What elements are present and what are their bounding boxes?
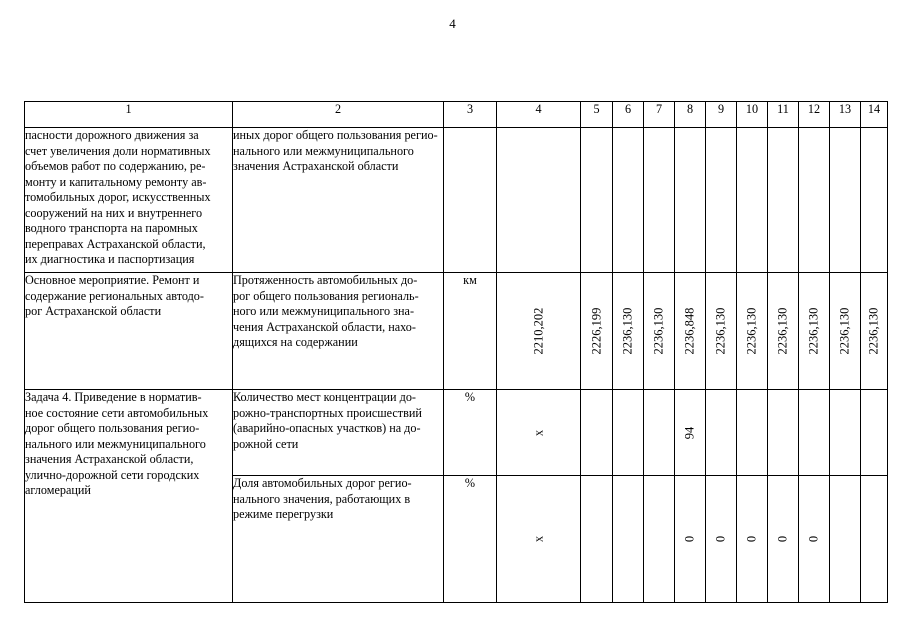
cell-line: Задача 4. Приведение в норматив- bbox=[25, 390, 202, 404]
value-cell bbox=[737, 273, 768, 390]
table-row bbox=[25, 390, 888, 476]
value-text: 2236,130 bbox=[651, 307, 666, 355]
header-cell: 4 bbox=[497, 102, 581, 128]
value-cell bbox=[706, 476, 737, 603]
value-cell bbox=[581, 128, 613, 273]
value-text: 2236,130 bbox=[620, 307, 635, 355]
value-cell bbox=[830, 273, 861, 390]
cell-line: рог общего пользования региональ- bbox=[233, 288, 419, 303]
header-cell: 12 bbox=[799, 102, 830, 128]
goal-cell bbox=[25, 128, 233, 273]
cell-line: улично-дорожной сети городских bbox=[25, 467, 200, 482]
indicator-cell bbox=[233, 128, 444, 273]
value-text: 2236,130 bbox=[775, 307, 790, 355]
value-text: 0 bbox=[682, 535, 697, 543]
cell-line: чения Астраханской области, нахо- bbox=[233, 319, 416, 334]
value-cell bbox=[737, 390, 768, 476]
cell-line: Основное мероприятие. Ремонт и bbox=[25, 273, 200, 287]
cell-line: их диагностика и паспортизация bbox=[25, 252, 195, 266]
value-cell bbox=[497, 390, 581, 476]
value-cell bbox=[861, 476, 888, 603]
header-cell: 14 bbox=[861, 102, 888, 128]
cell-line: агломераций bbox=[25, 483, 91, 497]
value-text: 0 bbox=[806, 535, 821, 543]
table-row bbox=[25, 128, 888, 273]
value-text: 2226,199 bbox=[588, 307, 603, 355]
value-text: x bbox=[530, 429, 545, 436]
cell-line: объемов работ по содержанию, ре- bbox=[25, 159, 206, 173]
unit-cell: % bbox=[444, 476, 497, 603]
value-text: 0 bbox=[775, 535, 790, 543]
value-text: 2210,202 bbox=[530, 307, 545, 355]
value-cell bbox=[675, 476, 706, 603]
cell-line: ное состояние сети автомобильных bbox=[25, 405, 209, 420]
value-cell bbox=[644, 273, 675, 390]
header-cell: 13 bbox=[830, 102, 861, 128]
cell-line: Количество мест концентрации до- bbox=[233, 390, 416, 404]
cell-line: пасности дорожного движения за bbox=[25, 128, 199, 142]
indicator-table bbox=[24, 101, 888, 603]
value-cell bbox=[675, 390, 706, 476]
header-cell: 7 bbox=[644, 102, 675, 128]
value-cell bbox=[861, 390, 888, 476]
value-cell bbox=[737, 128, 768, 273]
cell-line: рожно-транспортных происшествий bbox=[233, 405, 422, 420]
unit-cell: км bbox=[444, 273, 497, 390]
value-text: 2236,130 bbox=[806, 307, 821, 355]
cell-line: Протяженность автомобильных до- bbox=[233, 273, 418, 287]
unit-cell: % bbox=[444, 390, 497, 476]
cell-line: переправах Астраханской области, bbox=[25, 236, 206, 251]
cell-line: водного транспорта на паромных bbox=[25, 221, 198, 235]
header-cell: 2 bbox=[233, 102, 444, 128]
value-cell bbox=[799, 476, 830, 603]
value-cell bbox=[768, 476, 799, 603]
value-cell bbox=[613, 476, 644, 603]
value-cell bbox=[830, 476, 861, 603]
value-cell bbox=[613, 390, 644, 476]
value-text: x bbox=[530, 535, 545, 543]
cell-line: рог Астраханской области bbox=[25, 304, 162, 318]
indicator-cell bbox=[233, 476, 444, 603]
value-cell bbox=[706, 273, 737, 390]
page-number: 4 bbox=[449, 16, 456, 31]
value-cell bbox=[613, 128, 644, 273]
cell-line: иных дорог общего пользования регио- bbox=[233, 128, 438, 142]
cell-line: Доля автомобильных дорог регио- bbox=[233, 476, 412, 490]
cell-line: режиме перегрузки bbox=[233, 507, 334, 521]
header-row bbox=[25, 102, 888, 128]
table-row bbox=[25, 273, 888, 390]
header-cell: 1 bbox=[25, 102, 233, 128]
value-text: 2236,848 bbox=[682, 307, 697, 355]
header-cell: 10 bbox=[737, 102, 768, 128]
cell-line: нального или межмуниципального bbox=[25, 436, 206, 451]
value-cell bbox=[675, 128, 706, 273]
cell-line: дорог общего пользования регио- bbox=[25, 421, 200, 435]
value-cell bbox=[581, 390, 613, 476]
value-cell bbox=[497, 476, 581, 603]
value-text: 2236,130 bbox=[713, 307, 728, 355]
value-cell bbox=[613, 273, 644, 390]
value-cell bbox=[830, 128, 861, 273]
value-text: 2236,130 bbox=[837, 307, 852, 355]
value-cell bbox=[581, 273, 613, 390]
value-cell bbox=[675, 273, 706, 390]
cell-line: сооружений на них и внутреннего bbox=[25, 205, 203, 220]
value-cell bbox=[706, 128, 737, 273]
cell-line: счет увеличения доли нормативных bbox=[25, 143, 211, 158]
value-cell bbox=[861, 273, 888, 390]
value-cell bbox=[861, 128, 888, 273]
header-cell: 9 bbox=[706, 102, 737, 128]
cell-line: нального или межмуниципального bbox=[233, 143, 414, 158]
cell-line: томобильных дорог, искусственных bbox=[25, 190, 211, 204]
value-cell bbox=[737, 476, 768, 603]
header-cell: 11 bbox=[768, 102, 799, 128]
value-text: 0 bbox=[744, 535, 759, 543]
header-cell: 3 bbox=[444, 102, 497, 128]
cell-line: (аварийно-опасных участков) на до- bbox=[233, 421, 421, 435]
cell-line: значения Астраханской области, bbox=[25, 452, 194, 466]
cell-line: содержание региональных автодо- bbox=[25, 288, 204, 303]
header-cell: 5 bbox=[581, 102, 613, 128]
value-text: 2236,130 bbox=[744, 307, 759, 355]
cell-line: рожной сети bbox=[233, 436, 299, 451]
value-cell bbox=[644, 476, 675, 603]
value-cell bbox=[497, 128, 581, 273]
event-cell bbox=[25, 273, 233, 390]
cell-line: нального значения, работающих в bbox=[233, 491, 411, 506]
value-cell bbox=[497, 273, 581, 390]
indicator-cell bbox=[233, 273, 444, 390]
value-cell bbox=[768, 273, 799, 390]
value-cell bbox=[768, 128, 799, 273]
cell-line: дящихся на содержании bbox=[233, 335, 358, 349]
header-cell: 6 bbox=[613, 102, 644, 128]
value-cell bbox=[830, 390, 861, 476]
value-cell bbox=[768, 390, 799, 476]
cell-line: значения Астраханской области bbox=[233, 159, 399, 173]
value-cell bbox=[644, 128, 675, 273]
task-cell bbox=[25, 390, 233, 603]
header-cell: 8 bbox=[675, 102, 706, 128]
value-text: 0 bbox=[713, 535, 728, 543]
value-cell bbox=[581, 476, 613, 603]
value-cell bbox=[799, 390, 830, 476]
value-text: 2236,130 bbox=[866, 307, 881, 355]
value-cell bbox=[644, 390, 675, 476]
indicator-cell bbox=[233, 390, 444, 476]
value-cell bbox=[799, 128, 830, 273]
cell-line: монту и капитальному ремонту ав- bbox=[25, 174, 207, 189]
value-cell bbox=[799, 273, 830, 390]
cell-line: ного или межмуниципального зна- bbox=[233, 304, 414, 318]
unit-cell bbox=[444, 128, 497, 273]
value-text: 94 bbox=[682, 426, 697, 439]
value-cell bbox=[706, 390, 737, 476]
